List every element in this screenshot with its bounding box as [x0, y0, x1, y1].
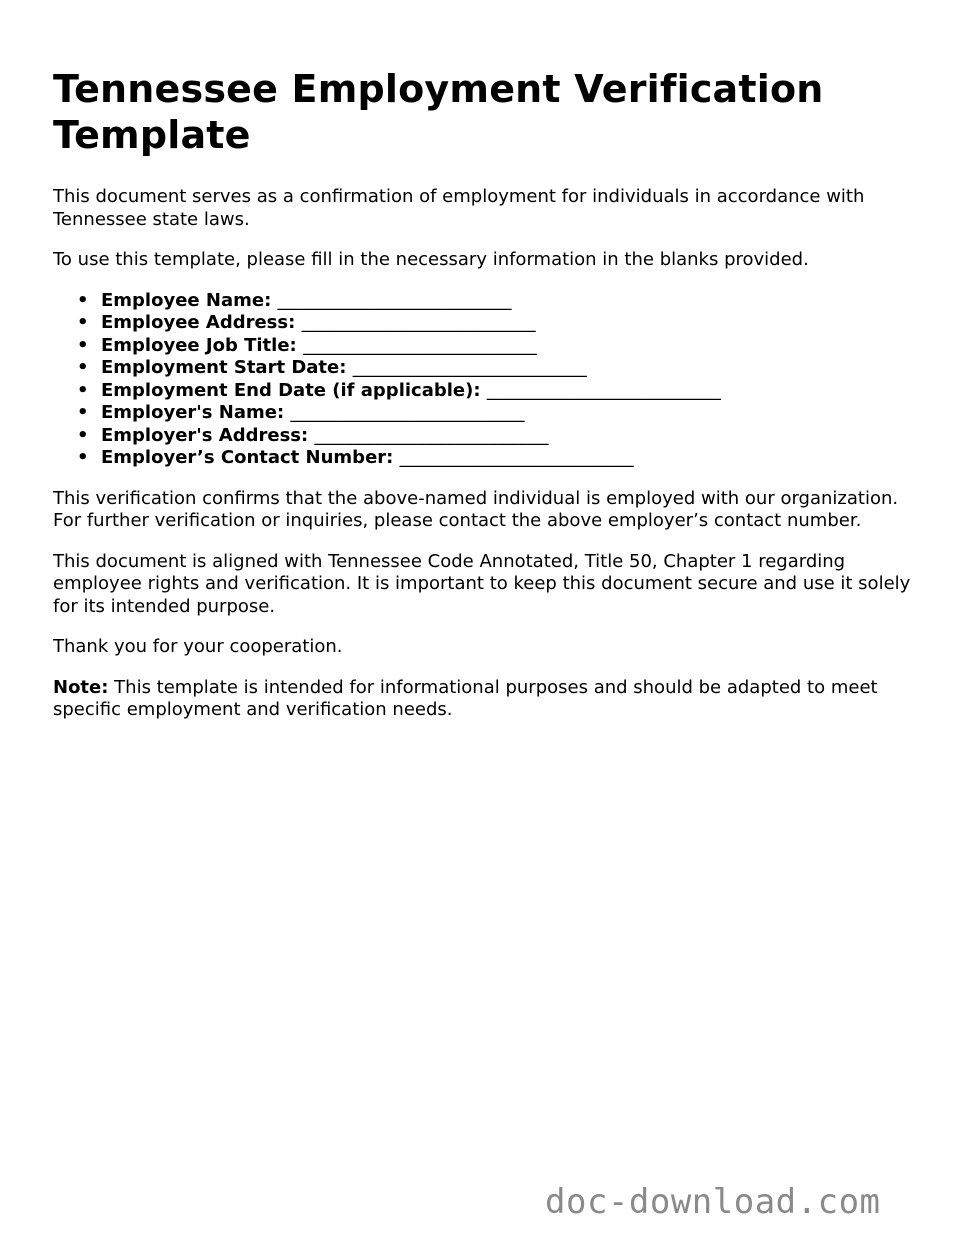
field-employer-address	[77, 424, 913, 448]
bullet-icon: •	[77, 289, 89, 311]
note-text: This template is intended for informational purposes and should be adapted to meet specific employment and verification needs.	[53, 676, 878, 720]
note-paragraph	[53, 677, 913, 722]
instructions-paragraph: To use this template, please fill in the necessary information in the blanks provided.	[53, 249, 809, 270]
field-label: Employer's Name:	[101, 402, 285, 423]
field-label: Employee Name:	[101, 289, 272, 311]
field-blank: __________________________	[352, 357, 587, 378]
field-blank: __________________________	[486, 379, 721, 401]
field-blank: __________________________	[277, 289, 512, 311]
field-label: Employer’s Contact Number:	[101, 447, 394, 468]
bullet-icon: •	[77, 379, 89, 401]
watermark: doc-download.com	[545, 1182, 881, 1222]
thanks-paragraph: Thank you for your cooperation.	[53, 636, 343, 657]
bullet-icon: •	[77, 312, 89, 333]
field-employer-name	[77, 402, 913, 425]
field-blank: __________________________	[399, 447, 634, 468]
bullet-icon: •	[77, 402, 89, 423]
field-employee-name	[77, 289, 913, 313]
field-label: Employment Start Date:	[101, 357, 347, 378]
field-employee-address	[77, 312, 913, 335]
field-blank: __________________________	[301, 312, 536, 333]
field-label: Employment End Date (if applicable):	[101, 379, 481, 401]
field-employment-end-date	[77, 379, 913, 403]
field-employee-job-title	[77, 334, 913, 358]
field-blank: __________________________	[314, 424, 549, 446]
bullet-icon: •	[77, 447, 89, 468]
field-label: Employer's Address:	[101, 424, 309, 446]
fields-list	[53, 290, 913, 470]
bullet-icon: •	[77, 357, 89, 378]
note-label: Note:	[53, 676, 109, 698]
legal-paragraph: This document is aligned with Tennessee Code Annotated, Title 50, Chapter 1 regarding employee rights and verification. It is important to keep this document secure and use it solely for its intended purpose.	[53, 550, 911, 617]
confirmation-paragraph: This verification confirms that the above-named individual is employed with our organization. For further verification or inquiries, please contact the above employer’s contact number.	[53, 487, 899, 531]
bullet-icon: •	[77, 424, 89, 446]
document-page	[53, 66, 913, 740]
bullet-icon: •	[77, 334, 89, 356]
field-employment-start-date	[77, 357, 913, 380]
field-employer-contact-number	[77, 447, 913, 470]
field-label: Employee Address:	[101, 312, 296, 333]
intro-paragraph: This document serves as a confirmation of employment for individuals in accordance with Tennessee state laws.	[53, 186, 865, 230]
field-label: Employee Job Title:	[101, 334, 297, 356]
field-blank: __________________________	[290, 402, 525, 423]
field-blank: __________________________	[303, 334, 538, 356]
document-title: Tennessee Employment Verification Template	[53, 67, 824, 157]
